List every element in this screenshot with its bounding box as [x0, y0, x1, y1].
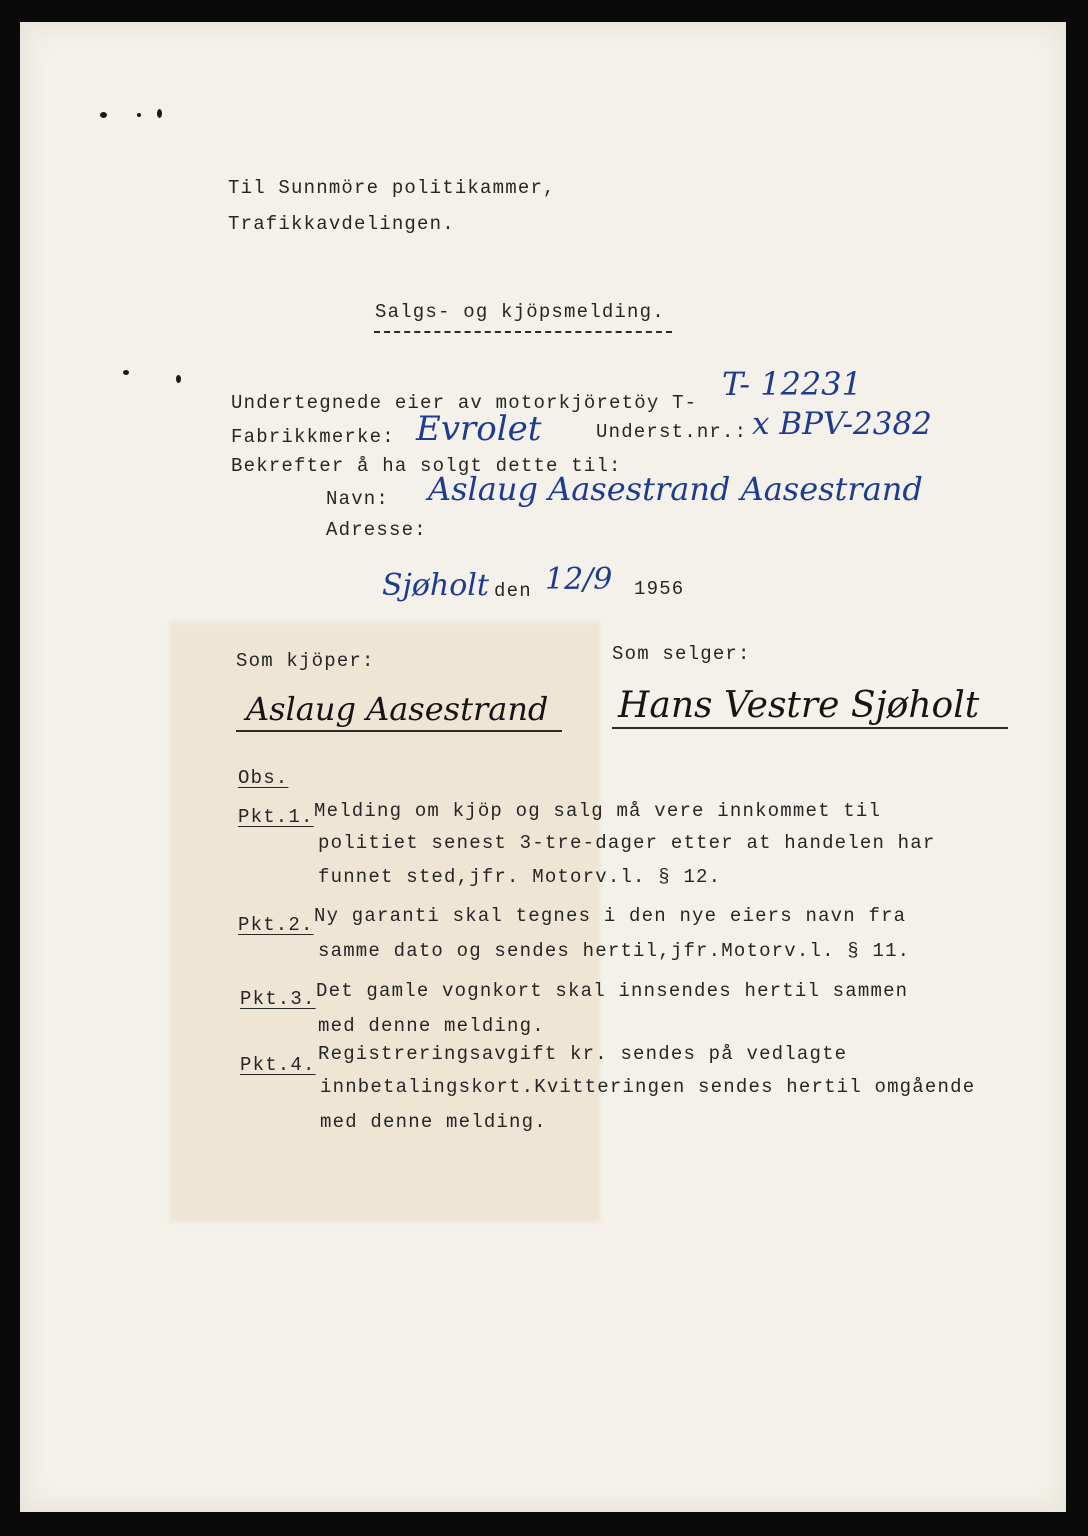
note-1-line-1: Melding om kjöp og salg må vere innkommet til — [314, 800, 882, 822]
punch-mark — [100, 112, 107, 118]
chassis-number-handwritten: x BPV-2382 — [752, 406, 932, 442]
document-title: Salgs- og kjöpsmelding. — [375, 301, 665, 323]
addressee-line-1: Til Sunnmöre politikammer, — [228, 177, 556, 199]
note-3-line-1: Det gamle vognkort skal innsendes hertil sammen — [316, 980, 909, 1002]
date-handwritten: 12/9 — [545, 562, 613, 597]
owner-label: Undertegnede eier av motorkjöretöy T- — [231, 392, 698, 414]
title-underline — [374, 331, 672, 333]
seller-signature-line — [612, 727, 1008, 729]
make-handwritten: Evrolet — [416, 409, 542, 449]
punch-mark — [176, 375, 181, 383]
buyer-signature-line — [236, 730, 562, 732]
name-label: Navn: — [326, 488, 390, 510]
make-label: Fabrikkmerke: — [231, 426, 395, 448]
note-4-line-3: med denne melding. — [320, 1111, 547, 1133]
buyer-signature: Aslaug Aasestrand — [246, 690, 549, 728]
punch-mark — [157, 109, 162, 118]
seller-label: Som selger: — [612, 643, 751, 665]
note-1-line-2: politiet senest 3-tre-dager etter at handelen har — [318, 832, 936, 854]
confirm-label: Bekrefter å ha solgt dette til: — [231, 455, 622, 477]
note-2-label: Pkt.2. — [238, 914, 314, 936]
date-word: den — [494, 580, 532, 602]
punch-mark — [123, 370, 129, 375]
buyer-name-handwritten: Aslaug Aasestrand Aasestrand — [428, 470, 923, 508]
note-4-line-1: Registreringsavgift kr. sendes på vedlagte — [318, 1043, 848, 1065]
year: 1956 — [634, 578, 685, 600]
punch-mark — [137, 113, 141, 117]
chassis-label: Underst.nr.: — [596, 421, 748, 443]
address-label: Adresse: — [326, 519, 427, 541]
note-3-line-2: med denne melding. — [318, 1015, 545, 1037]
note-4-label: Pkt.4. — [240, 1054, 316, 1076]
seller-signature: Hans Vestre Sjøholt — [618, 685, 980, 726]
addressee-line-2: Trafikkavdelingen. — [228, 213, 455, 235]
place-handwritten: Sjøholt — [382, 568, 489, 603]
note-1-line-3: funnet sted,jfr. Motorv.l. § 12. — [318, 866, 722, 888]
notes-heading: Obs. — [238, 767, 289, 789]
note-2-line-1: Ny garanti skal tegnes i den nye eiers navn fra — [314, 905, 907, 927]
buyer-label: Som kjöper: — [236, 650, 375, 672]
note-4-line-2: innbetalingskort.Kvitteringen sendes hertil omgående — [320, 1076, 976, 1098]
document-page — [20, 22, 1066, 1512]
note-2-line-2: samme dato og sendes hertil,jfr.Motorv.l. § 11. — [318, 940, 911, 962]
registration-number-handwritten: T- 12231 — [722, 365, 862, 403]
note-3-label: Pkt.3. — [240, 988, 316, 1010]
note-1-label: Pkt.1. — [238, 806, 314, 828]
